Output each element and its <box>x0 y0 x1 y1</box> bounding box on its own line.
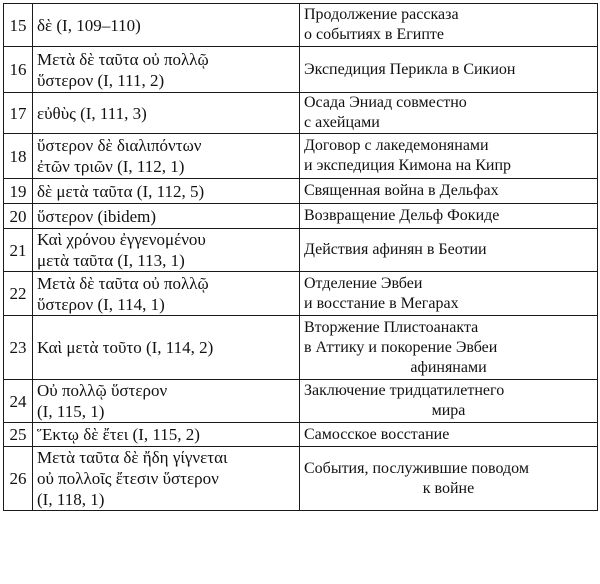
chronology-table <box>3 3 598 511</box>
event-cell <box>300 179 598 204</box>
source-line: (I, 118, 1) <box>37 490 105 509</box>
table-row <box>4 204 598 229</box>
event-line: Возвращение Дельф Фокиде <box>304 207 500 224</box>
event-line: с ахейцами <box>304 114 380 131</box>
table-row <box>4 316 598 380</box>
table-row <box>4 447 598 511</box>
table-row <box>4 47 598 93</box>
source-line: ὕστερον (I, 111, 2) <box>37 70 165 90</box>
table-row <box>4 4 598 47</box>
source-cell <box>33 4 300 47</box>
source-line: Οὐ πολλῷ ὕστερον <box>37 381 168 400</box>
row-number: 17 <box>4 93 33 134</box>
source-line: Μετὰ ταῦτα δὲ ἤδη γίγνεται <box>37 448 228 467</box>
event-line: и экспедиция Кимона на Кипр <box>304 157 512 174</box>
event-cell <box>300 4 598 47</box>
event-cell <box>300 316 598 380</box>
event-line: Действия афинян в Беотии <box>304 241 487 258</box>
event-line: о событиях в Египте <box>304 26 445 43</box>
source-line: μετὰ ταῦτα (I, 113, 1) <box>37 251 185 270</box>
source-line: ὕστερον (I, 114, 1) <box>37 294 165 314</box>
row-number: 23 <box>4 316 33 380</box>
source-line: Καὶ μετὰ τοῦτο (I, 114, 2) <box>37 338 214 357</box>
source-cell <box>33 447 300 511</box>
table-row <box>4 134 598 179</box>
event-line: Договор с лакедемонянами <box>304 137 489 154</box>
source-line: οὐ πολλοῖς ἔτεσιν ὕστερον <box>37 469 219 488</box>
event-line: Заключение тридцатилетнего <box>304 382 505 399</box>
event-line: Экспедиция Перикла в Сикион <box>304 60 516 78</box>
source-cell <box>33 316 300 380</box>
source-line: Καὶ χρόνου ἐγγενομένου <box>37 230 206 249</box>
event-line: в Аттику и покорение Эвбеи <box>304 338 498 356</box>
row-number: 26 <box>4 447 33 511</box>
source-line: Ἕκτῳ δὲ ἔτει (I, 115, 2) <box>37 425 200 444</box>
event-cell <box>300 423 598 447</box>
event-line: и восстание в Мегарах <box>304 294 459 312</box>
event-cell <box>300 380 598 423</box>
row-number: 21 <box>4 229 33 272</box>
source-cell <box>33 204 300 229</box>
row-number: 22 <box>4 272 33 316</box>
source-cell <box>33 93 300 134</box>
event-line: афинянами <box>410 358 487 376</box>
source-cell <box>33 272 300 316</box>
table-row <box>4 93 598 134</box>
event-line: Самосское восстание <box>304 425 450 443</box>
event-line: Осада Эниад совместно <box>304 94 467 111</box>
source-line: ὕστερον δὲ διαλιπόντων <box>37 136 202 155</box>
source-line: Μετὰ δὲ ταῦτα οὐ πολλῷ <box>37 273 209 293</box>
event-cell <box>300 229 598 272</box>
event-line: Продолжение рассказа <box>304 6 459 23</box>
source-cell <box>33 47 300 93</box>
source-line: Μετὰ δὲ ταῦτα οὐ πολλῷ <box>37 49 209 69</box>
event-cell <box>300 447 598 511</box>
source-line: ἐτῶν τριῶν (I, 112, 1) <box>37 157 185 176</box>
table-body <box>4 4 598 511</box>
row-number: 15 <box>4 4 33 47</box>
event-line: мира <box>431 402 466 419</box>
table-row <box>4 272 598 316</box>
table-row <box>4 179 598 204</box>
source-line: δὲ (I, 109–110) <box>37 15 141 35</box>
source-line: (I, 115, 1) <box>37 402 105 421</box>
source-cell <box>33 423 300 447</box>
source-line: ὕστερον (ibidem) <box>37 206 157 226</box>
source-cell <box>33 134 300 179</box>
event-line: Отделение Эвбеи <box>304 274 423 292</box>
table-row <box>4 423 598 447</box>
event-cell <box>300 272 598 316</box>
event-line: Священная война в Дельфах <box>304 182 499 199</box>
row-number: 16 <box>4 47 33 93</box>
event-cell <box>300 134 598 179</box>
source-line: εὐθὺς (I, 111, 3) <box>37 103 147 123</box>
event-cell <box>300 93 598 134</box>
row-number: 19 <box>4 179 33 204</box>
source-cell <box>33 229 300 272</box>
event-cell <box>300 47 598 93</box>
row-number: 24 <box>4 380 33 423</box>
event-cell <box>300 204 598 229</box>
table-row <box>4 380 598 423</box>
event-line: Вторжение Плистоанакта <box>304 318 479 336</box>
event-line: к войне <box>422 479 475 497</box>
source-cell <box>33 179 300 204</box>
event-line: События, послужившие поводом <box>304 459 529 477</box>
row-number: 18 <box>4 134 33 179</box>
row-number: 20 <box>4 204 33 229</box>
row-number: 25 <box>4 423 33 447</box>
table-row <box>4 229 598 272</box>
source-line: δὲ μετὰ ταῦτα (I, 112, 5) <box>37 181 205 201</box>
source-cell <box>33 380 300 423</box>
